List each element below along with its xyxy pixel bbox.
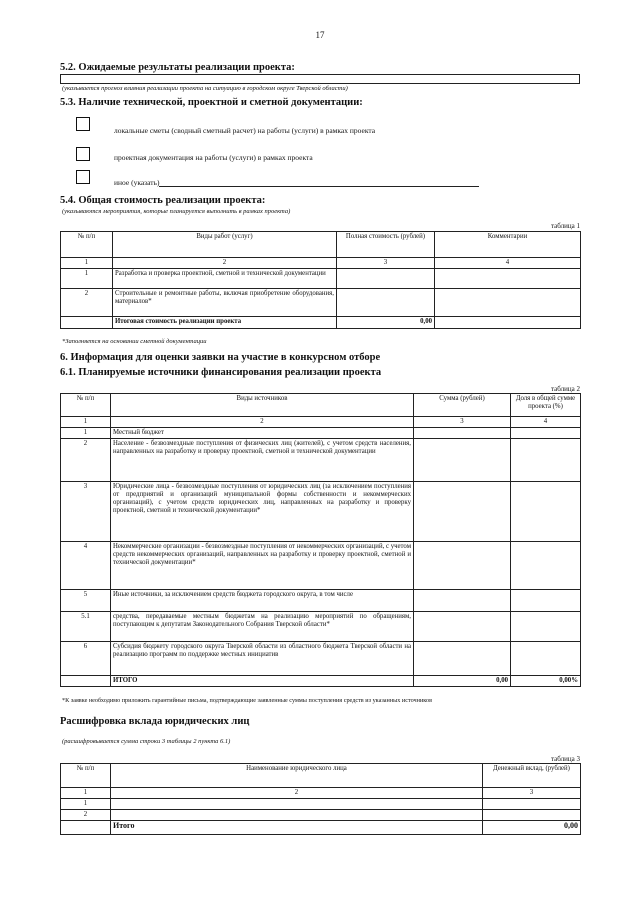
row-share[interactable] [511, 482, 581, 542]
t3-col-num: 3 [483, 788, 581, 799]
row-number: 4 [61, 542, 111, 590]
section-5-2-note: (указывается прогноз влияния реализации проекта на ситуацию в городском округе Тверской области) [62, 85, 348, 92]
t1-header-num: № п/п [61, 232, 113, 258]
table-1 [60, 231, 581, 329]
t3-header-contribution: Денежный вклад, (рублей) [483, 764, 581, 788]
row-share[interactable] [511, 542, 581, 590]
table-row [61, 590, 581, 612]
t1-header-cost: Полная стоимость (рублей) [337, 232, 435, 258]
row-share[interactable] [511, 428, 581, 439]
row-number: 5 [61, 590, 111, 612]
table-1-label: таблица 1 [551, 222, 580, 230]
row-number: 2 [61, 810, 111, 821]
row-name[interactable] [111, 799, 483, 810]
row-name: Иные источники, за исключением средств бюджета городского округа, в том числе [111, 590, 414, 612]
checkbox-estimates[interactable] [76, 117, 90, 131]
row-name[interactable] [111, 810, 483, 821]
t3-col-num: 2 [111, 788, 483, 799]
t1-col-num: 1 [61, 258, 113, 269]
page-number: 17 [315, 30, 325, 40]
section-5-4-title: 5.4. Общая стоимость реализации проекта: [60, 195, 266, 206]
row-number: 5.1 [61, 612, 111, 642]
row-sum[interactable] [414, 439, 511, 482]
row-comment[interactable] [435, 269, 581, 289]
t2-header-sources: Виды источников [111, 394, 414, 417]
row-name: средства, передаваемые местным бюджетам на реализацию мероприятий по обращениям, поступающим к депутатам Законодательного Собрания Тверской области* [111, 612, 414, 642]
row-name: Разработка и проверка проектной, сметной и технической документации [113, 269, 337, 289]
table-row [61, 439, 581, 482]
row-sum[interactable] [414, 428, 511, 439]
row-name: Строительные и ремонтные работы, включая приобретение оборудования, материалов* [113, 289, 337, 317]
row-share[interactable] [511, 642, 581, 676]
row-comment[interactable] [435, 289, 581, 317]
section-5-4-note: (указываются мероприятия, которые планируется выполнить в рамках проекта) [62, 208, 291, 215]
row-number: 2 [61, 289, 113, 317]
total-label: ИТОГО [111, 676, 414, 687]
t1-header-comments: Комментарии [435, 232, 581, 258]
total-sum: 0,00 [414, 676, 511, 687]
t2-col-num: 1 [61, 417, 111, 428]
legal-section-title: Расшифровка вклада юридических лиц [60, 716, 250, 727]
total-value: 0,00 [483, 821, 581, 835]
t2-header-sum: Сумма (рублей) [414, 394, 511, 417]
other-input-line[interactable] [159, 178, 479, 187]
section-6-1-title: 6.1. Планируемые источники финансирования реализации проекта [60, 367, 382, 378]
row-sum[interactable] [414, 590, 511, 612]
t2-col-num: 3 [414, 417, 511, 428]
table-row [61, 289, 581, 317]
row-name: Население - безвозмездные поступления от физических лиц (жителей), с учетом средств населения, направленных на разработку и проверку проектной, сметной и технической документации [111, 439, 414, 482]
t3-header-name: Наименование юридического лица [111, 764, 483, 788]
row-contribution[interactable] [483, 810, 581, 821]
table-1-footnote: *Заполняется на основании сметной документации [62, 338, 207, 345]
total-value: 0,00 [337, 317, 435, 329]
checkbox-other[interactable] [76, 170, 90, 184]
row-sum[interactable] [414, 642, 511, 676]
row-number: 1 [61, 269, 113, 289]
checkbox-other-label: иное (указать) [114, 178, 479, 187]
t1-col-num: 4 [435, 258, 581, 269]
row-sum[interactable] [414, 612, 511, 642]
table-row [61, 542, 581, 590]
table-3 [60, 763, 581, 835]
table-2 [60, 393, 581, 687]
row-cost[interactable] [337, 269, 435, 289]
t1-col-num: 2 [113, 258, 337, 269]
row-number: 6 [61, 642, 111, 676]
legal-section-note: (расшифровывается сумма строки 3 таблицы 2 пункта 6.1) [62, 738, 231, 745]
row-name: Субсидия бюджету городского округа Тверской области из областного бюджета Тверской области на реализацию программ по поддержке местных инициатив [111, 642, 414, 676]
row-number: 2 [61, 439, 111, 482]
row-name: Некоммерческие организации - безвозмездные поступления от некоммерческих организаций, с учетом средств некоммерческих организаций, направленных на разработку и проверку проектной, сметной и технической документации* [111, 542, 414, 590]
table-row [61, 642, 581, 676]
row-name: Местный бюджет [111, 428, 414, 439]
total-label: Итоговая стоимость реализации проекта [113, 317, 337, 329]
table-2-footnote: *К заявке необходимо приложить гарантийные письма, подтверждающие заявленные суммы поступления средств из указанных источников [62, 697, 432, 704]
section-6-title: 6. Информация для оценки заявки на участие в конкурсном отборе [60, 352, 381, 363]
t3-col-num: 1 [61, 788, 111, 799]
checkbox-project-docs-label: проектная документация на работы (услуги) в рамках проекта [114, 153, 313, 162]
t2-header-share: Доля в общей сумме проекта (%) [511, 394, 581, 417]
row-name: Юридические лица - безвозмездные поступления от юридических лиц (за исключением поступления от предприятий и организаций муниципальной формы собственности и некоммерческих организаций), с учетом средств юридических лиц, направленных на разработку и проверку проектной, сметной и технической документации* [111, 482, 414, 542]
row-share[interactable] [511, 590, 581, 612]
row-share[interactable] [511, 439, 581, 482]
table-row-total [61, 821, 581, 835]
row-contribution[interactable] [483, 799, 581, 810]
row-number: 1 [61, 799, 111, 810]
row-sum[interactable] [414, 482, 511, 542]
row-cost[interactable] [337, 289, 435, 317]
table-row [61, 612, 581, 642]
t2-col-num: 4 [511, 417, 581, 428]
t3-header-num: № п/п [61, 764, 111, 788]
t1-col-num: 3 [337, 258, 435, 269]
table-3-label: таблица 3 [551, 755, 580, 763]
checkbox-estimates-label: локальные сметы (сводный сметный расчет) на работы (услуги) в рамках проекта [114, 126, 376, 135]
total-label: Итого [111, 821, 483, 835]
total-share: 0,00% [511, 676, 581, 687]
row-share[interactable] [511, 612, 581, 642]
table-row [61, 810, 581, 821]
t2-header-num: № п/п [61, 394, 111, 417]
table-row [61, 799, 581, 810]
expected-results-field[interactable] [60, 74, 580, 84]
table-row-total [61, 317, 581, 329]
row-number: 1 [61, 428, 111, 439]
t1-header-works: Виды работ (услуг) [113, 232, 337, 258]
table-row [61, 482, 581, 542]
table-row [61, 428, 581, 439]
table-row-total [61, 676, 581, 687]
table-2-label: таблица 2 [551, 385, 580, 393]
checkbox-project-docs[interactable] [76, 147, 90, 161]
section-5-2-title: 5.2. Ожидаемые результаты реализации проекта: [60, 62, 295, 73]
row-sum[interactable] [414, 542, 511, 590]
section-5-3-title: 5.3. Наличие технической, проектной и сметной документации: [60, 97, 363, 108]
row-number: 3 [61, 482, 111, 542]
t2-col-num: 2 [111, 417, 414, 428]
table-row [61, 269, 581, 289]
